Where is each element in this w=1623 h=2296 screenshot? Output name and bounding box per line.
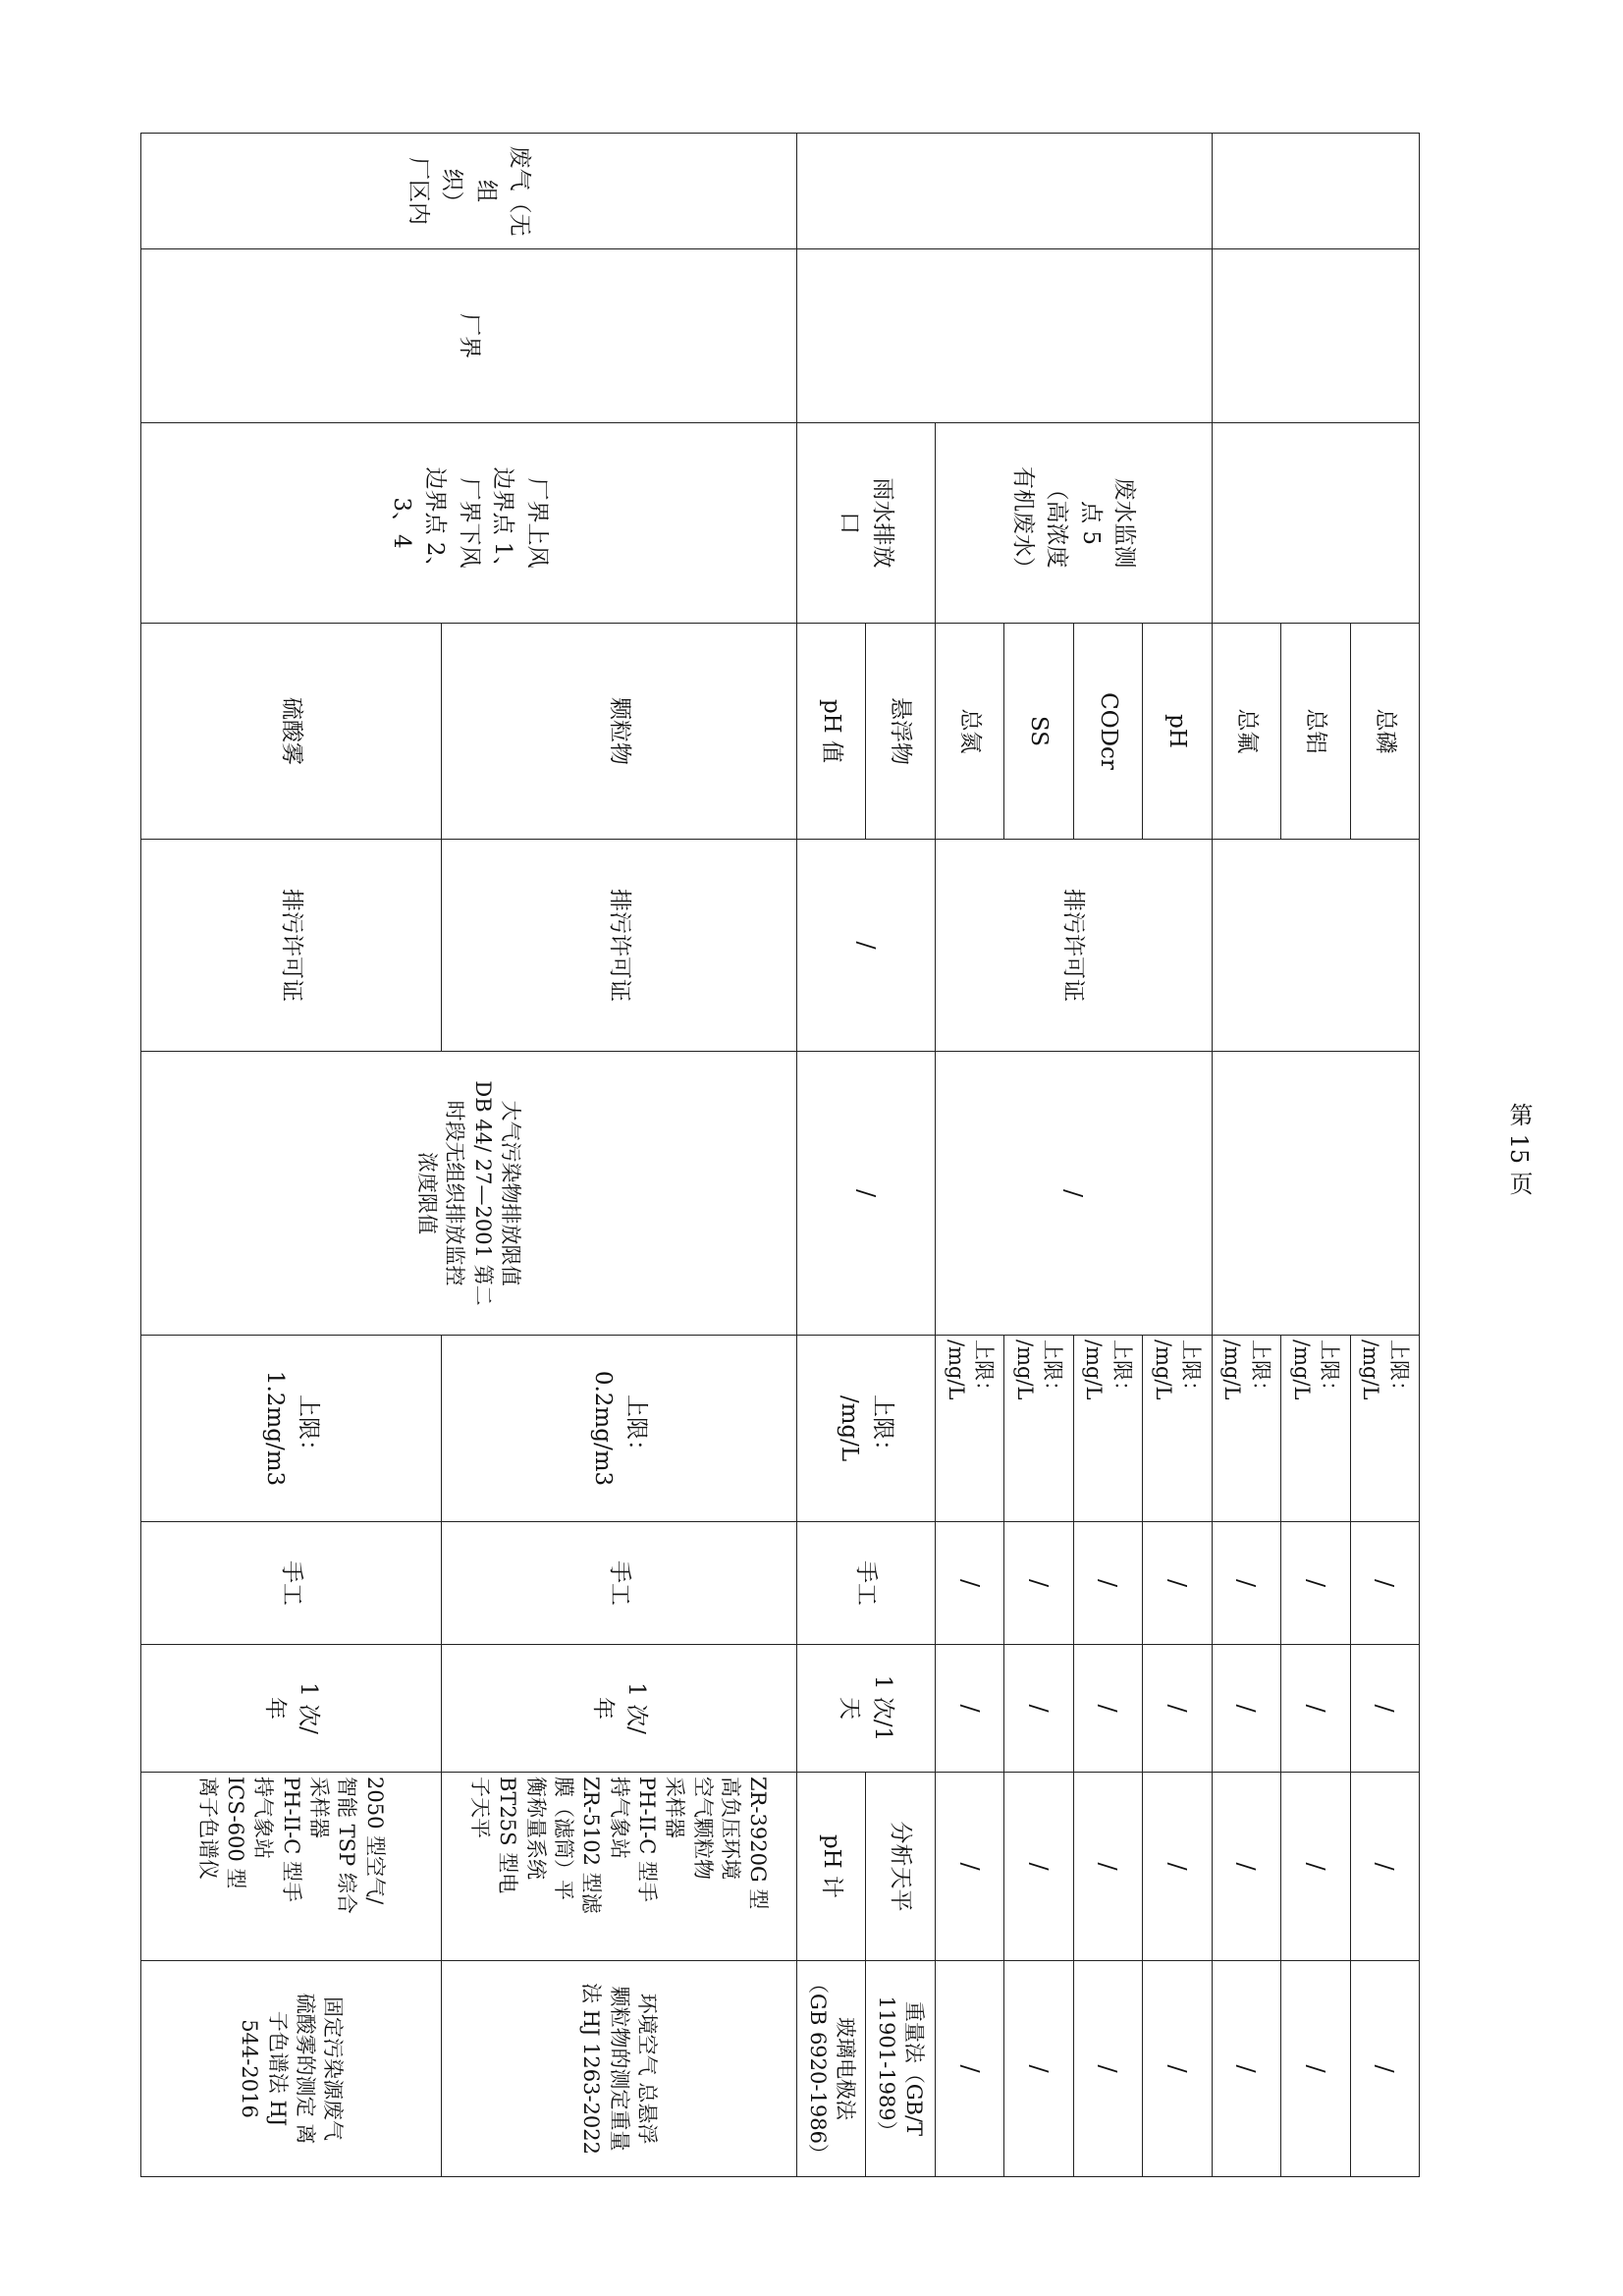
standard-cell: [1212, 1052, 1419, 1336]
basis-cell: [1212, 840, 1419, 1052]
standard-cell: /: [796, 1052, 935, 1336]
limit-cell: 上限： /mg/L: [1281, 1336, 1350, 1522]
point-cell: 废水监测 点 5 （高浓度 有机废水）: [935, 423, 1212, 624]
instrument-cell: /: [1073, 1773, 1142, 1961]
method-cell: /: [1143, 1961, 1212, 2177]
location-cell: [796, 249, 1212, 423]
page-number: 第 15 页: [1505, 1103, 1533, 1195]
basis-cell: /: [796, 840, 935, 1052]
table-row: [866, 134, 935, 2177]
item-cell: 总氟: [1212, 624, 1280, 840]
item-cell: 总磷: [1350, 624, 1419, 840]
item-cell: 硫酸雾: [141, 624, 442, 840]
mode-cell: /: [1073, 1522, 1142, 1645]
instrument-cell: /: [1350, 1773, 1419, 1961]
instrument-cell: ZR-3920G 型 高负压环境 空气颗粒物 采样器 PH-II-C 型手 持气象站 ZR-5102 型滤 膜（滤筒）平 衡称量系统 BT25S 型电 子天平: [442, 1773, 797, 1961]
category-cell: [1212, 134, 1419, 249]
item-cell: pH 值: [796, 624, 865, 840]
freq-cell: /: [1281, 1645, 1350, 1773]
mode-cell: 手工: [141, 1522, 442, 1645]
limit-cell: 上限： /mg/L: [935, 1336, 1003, 1522]
item-cell: 总铝: [1281, 624, 1350, 840]
limit-cell: 上限： /mg/L: [1212, 1336, 1280, 1522]
basis-cell: 排污许可证: [935, 840, 1212, 1052]
limit-cell: 上限： 0.2mg/m3: [442, 1336, 797, 1522]
item-cell: CODcr: [1073, 624, 1142, 840]
freq-cell: 1 次/ 年: [442, 1645, 797, 1773]
freq-cell: /: [1073, 1645, 1142, 1773]
freq-cell: /: [1350, 1645, 1419, 1773]
basis-cell: 排污许可证: [442, 840, 797, 1052]
method-cell: /: [1004, 1961, 1073, 2177]
location-cell: 厂界: [141, 249, 797, 423]
freq-cell: /: [1143, 1645, 1212, 1773]
method-cell: 环境空气 总悬浮 颗粒物的测定重量 法 HJ 1263-2022: [442, 1961, 797, 2177]
item-cell: 总氮: [935, 624, 1003, 840]
instrument-cell: /: [1212, 1773, 1280, 1961]
item-cell: 悬浮物: [866, 624, 935, 840]
method-cell: 玻璃电极法 （GB 6920-1986）: [796, 1961, 865, 2177]
freq-cell: 1 次/ 年: [141, 1645, 442, 1773]
instrument-cell: 2050 型空气/ 智能 TSP 综合 采样器 PH-II-C 型手 持气象站 ICS-600 型 离子色谱仪: [141, 1773, 442, 1961]
method-cell: /: [1212, 1961, 1280, 2177]
standard-cell: /: [935, 1052, 1212, 1336]
table-row: [1143, 134, 1212, 2177]
mode-cell: 手工: [796, 1522, 935, 1645]
instrument-cell: pH 计: [796, 1773, 865, 1961]
mode-cell: /: [1212, 1522, 1280, 1645]
limit-cell: 上限： /mg/L: [1143, 1336, 1212, 1522]
limit-cell: 上限： /mg/L: [1350, 1336, 1419, 1522]
table-row: [1350, 134, 1419, 2177]
method-cell: /: [1350, 1961, 1419, 2177]
freq-cell: /: [1004, 1645, 1073, 1773]
method-cell: 固定污染源废气 硫酸雾的测定 离 子色谱法 HJ 544-2016: [141, 1961, 442, 2177]
limit-cell: 上限： 1.2mg/m3: [141, 1336, 442, 1522]
category-cell: 废气（无组 织） 厂区内: [141, 134, 797, 249]
freq-cell: /: [935, 1645, 1003, 1773]
freq-cell: 1 次/1 天: [796, 1645, 935, 1773]
limit-cell: 上限： /mg/L: [1073, 1336, 1142, 1522]
method-cell: /: [1281, 1961, 1350, 2177]
item-cell: 颗粒物: [442, 624, 797, 840]
item-cell: pH: [1143, 624, 1212, 840]
method-cell: 重量法（GB/T 11901-1989）: [866, 1961, 935, 2177]
limit-cell: 上限： /mg/L: [796, 1336, 935, 1522]
point-cell: [1212, 423, 1419, 624]
mode-cell: /: [1004, 1522, 1073, 1645]
table-row: [442, 134, 797, 2177]
instrument-cell: /: [1004, 1773, 1073, 1961]
mode-cell: /: [1143, 1522, 1212, 1645]
point-cell: 雨水排放 口: [796, 423, 935, 624]
basis-cell: 排污许可证: [141, 840, 442, 1052]
method-cell: /: [935, 1961, 1003, 2177]
monitoring-table: [140, 133, 1420, 2177]
category-cell: [796, 134, 1212, 249]
mode-cell: /: [1350, 1522, 1419, 1645]
mode-cell: /: [935, 1522, 1003, 1645]
freq-cell: /: [1212, 1645, 1280, 1773]
standard-cell: 大气污染物排放限值 DB 44/ 27—2001 第二 时段无组织排放监控 浓度限值: [141, 1052, 797, 1336]
location-cell: [1212, 249, 1419, 423]
instrument-cell: 分析天平: [866, 1773, 935, 1961]
mode-cell: 手工: [442, 1522, 797, 1645]
limit-cell: 上限： /mg/L: [1004, 1336, 1073, 1522]
item-cell: SS: [1004, 624, 1073, 840]
instrument-cell: /: [1281, 1773, 1350, 1961]
instrument-cell: /: [1143, 1773, 1212, 1961]
mode-cell: /: [1281, 1522, 1350, 1645]
point-cell: 厂界上风 边界点 1、 厂界下风 边界点 2、 3、4: [141, 423, 797, 624]
method-cell: /: [1073, 1961, 1142, 2177]
instrument-cell: /: [935, 1773, 1003, 1961]
